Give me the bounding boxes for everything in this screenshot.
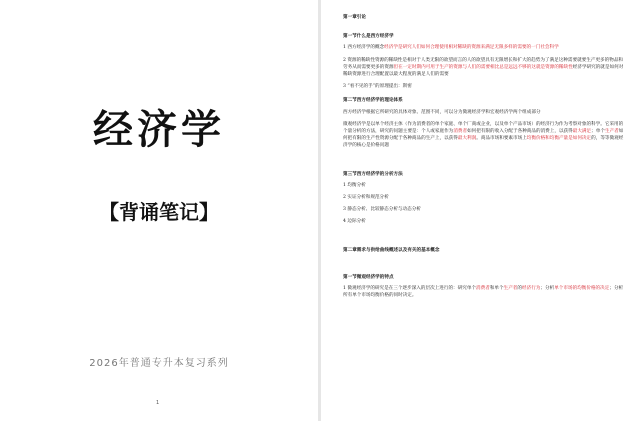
text-span: 。商品市场和要素市场上: [476, 136, 527, 142]
section-heading: 第三节西方经济学的分析方法: [343, 171, 403, 177]
text-span: 2 资源的稀缺性资源的稀缺性是相对于人类无限的欲望而言的人的欲望具有无限增长和扩大的趋势为了满足这种需要就要生产更多的物品和劳务从而需要更多的资源: [343, 57, 624, 70]
cover-title: 经济学: [93, 106, 225, 153]
paragraph: [343, 44, 625, 51]
text-span: 微观经济学是以单个经济主体（作为消费者的单个家庭、单个厂商或企业，以及单个产品市场）的经济行为作为考察对象的科学。它采用的个量分析的方法，研究的问题主要是：个人或家庭作为: [343, 121, 624, 135]
highlight-text: 经济行为: [522, 286, 541, 292]
highlight-text: 消费者: [476, 286, 490, 292]
text-span: 和单个: [489, 286, 504, 292]
text-page: [321, 0, 640, 421]
section-heading: 第一节微观经济学的特点: [343, 274, 394, 280]
paragraph: [343, 57, 625, 79]
cover-series-text: 2026年普通专升本复习系列: [89, 358, 229, 369]
spacer: [343, 231, 625, 240]
paragraph: [343, 121, 625, 150]
method-item: 1 均衡分析: [343, 182, 366, 188]
page-content: [343, 14, 625, 304]
highlight-text: 生产者: [604, 129, 619, 135]
text-span: ；分析所有单个市场均衡价格的同时决定。: [343, 286, 624, 299]
method-item: 3 静态分析、比较静态分析与动态分析: [343, 207, 421, 213]
highlight-text: 消费者: [453, 129, 468, 135]
highlight-text: 单个市场的均衡价格的决定: [554, 286, 610, 292]
page-number: 1: [156, 400, 160, 406]
section-heading: 第一节什么是西方经济学: [343, 34, 394, 40]
spacer: [343, 155, 625, 164]
chapter-heading: 第二章需求与供给曲线概述以及有关的基本概念: [343, 247, 440, 253]
paragraph: [343, 285, 625, 299]
highlight-text: 但在一定时期内可用于生产的资源与人们的需要相比总是远远不够的这就是资源的稀缺性: [393, 64, 573, 70]
highlight-text: 经济学是研究人们如何合理使用相对稀缺的资源来满足无限多样的需要的一门社会科学: [384, 45, 559, 51]
text-span: ；单个: [591, 129, 605, 135]
text-span: 如何把有限的收入分配于各种商品的消费上，以获得: [467, 129, 573, 135]
method-item: 2 实证分析和规范分析: [343, 195, 389, 201]
highlight-text: 均衡价格和均衡产量是如何决定: [526, 136, 592, 142]
text-span: 的: [517, 286, 523, 292]
chapter-heading: 第一章引论: [343, 15, 366, 20]
text-span: 1 微观经济学的研究是在三个逐步深入的层次上进行的：研究单个: [343, 286, 477, 292]
paragraph: 西方经济学根据它所研究的具体对象、范围不同，可以分为微观经济学和宏观经济学两个组成部分: [343, 109, 541, 115]
section-heading: 第二节西方经济学的理论体系: [343, 98, 403, 104]
highlight-text: 最大满足: [572, 129, 592, 135]
text-span: 1 西方经济学的概念: [343, 45, 385, 51]
method-item: 4 边际分析: [343, 219, 366, 225]
spacer: [343, 258, 625, 267]
paragraph: 3 “看不见的手”的原理提出：斯密: [343, 84, 412, 90]
text-span: 如何把有限的生产性资源分配于各种商品的生产上，以获得: [343, 129, 624, 142]
cover-page: [0, 0, 318, 421]
text-span: 的，等等微观经济学的核心是价格问题: [343, 136, 624, 149]
text-span: ；分析: [540, 286, 555, 292]
highlight-text: 最大利润: [457, 136, 477, 142]
cover-subtitle: 【背诵笔记】: [99, 200, 219, 224]
highlight-text: 生产者: [503, 286, 518, 292]
text-span: 经济学研究的就是如何对稀缺资源进行合理配置以最大程度的满足人们的需要: [343, 64, 624, 78]
